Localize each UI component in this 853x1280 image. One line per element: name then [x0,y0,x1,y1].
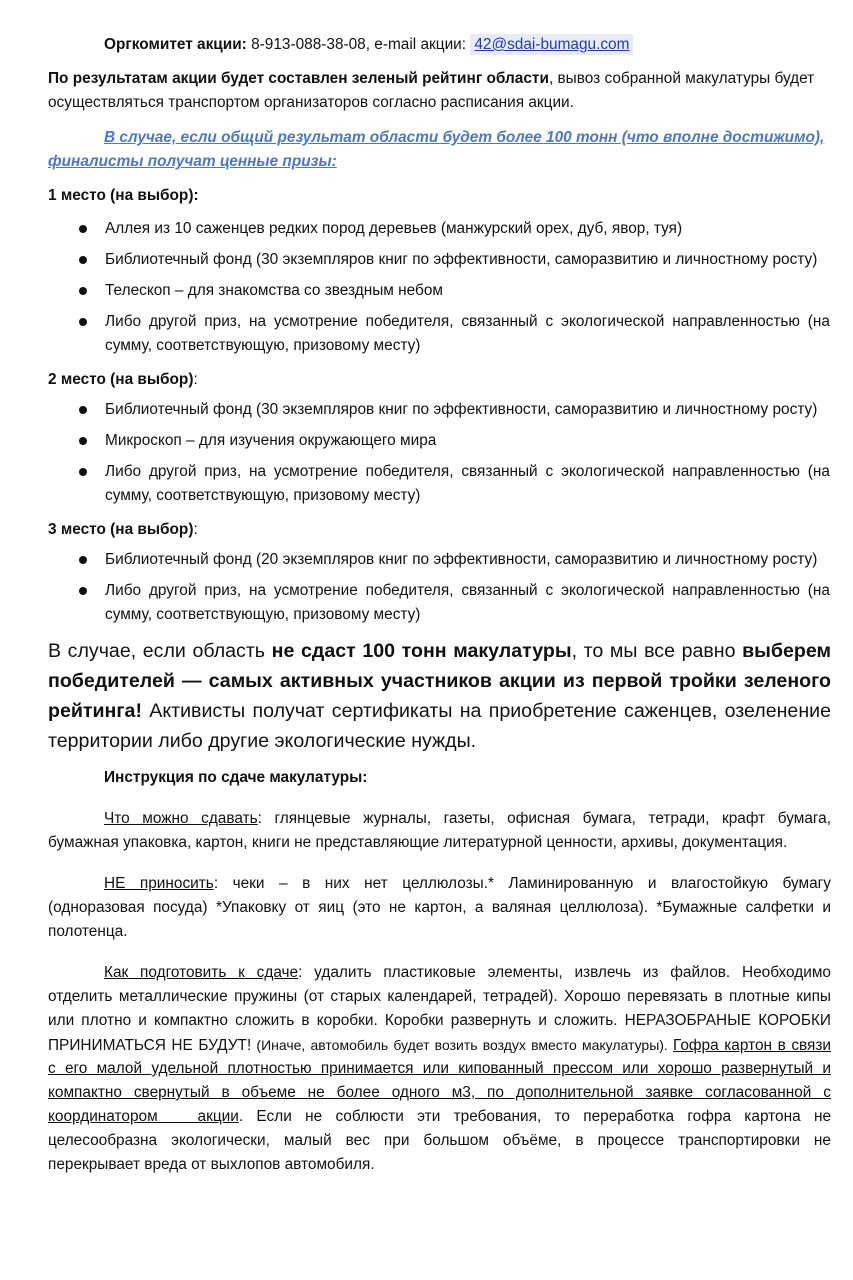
big-para-text: В случае, если область [48,640,272,662]
big-para-line-3 [48,696,831,726]
bullet-icon [79,406,87,414]
bullet-icon [79,318,87,326]
big-para-bold: победителей — самых активных участников акции из первой тройки зеленого [48,670,831,692]
results-bold: По результатам акции будет составлен зеленый рейтинг области [48,70,549,87]
bullet-icon [79,225,87,233]
place3-title-text: 3 место (на выбор) [48,521,194,538]
can-label: Что можно сдавать [104,810,258,827]
bullet-icon [79,587,87,595]
prepare-line-3: или плотно и компактно сложить в коробки. Коробки развернуть и сложить. НЕРАЗОБРАНЫЕ КОРОБКИ [48,1012,831,1029]
place1-item-1: Аллея из 10 саженцев редких пород деревьев (манжурский орех, дуб, явор, туя) [105,220,683,237]
contact-phone: 8-913-088-38-08, e-mail акции: [246,36,471,53]
big-para-line-1 [48,636,831,666]
can-line-2: бумажная упаковка, картон, книги не представляющие литературной ценности, архивы, документация. [48,834,788,851]
big-para-text: , то мы все равно [571,640,743,662]
place2-item-3-cont: сумму, соответствующую, призовому месту) [105,487,421,504]
prize-condition-line-2: финалисты получат ценные призы: [48,153,337,170]
bullet-icon [79,468,87,476]
bullet-icon [79,287,87,295]
cannot-text: : чеки – в них нет целлюлозы.* Ламинированную и влагостойкую бумагу [213,875,831,892]
can-line-1 [104,807,831,831]
place1-item-4-cont: сумму, соответствующую, призовому месту) [105,337,421,354]
prepare-line-8: целесообразна экологически, малый вес при большом объёме, в процессе транспортировки не [48,1132,831,1149]
prepare-text: ПРИНИМАТЬСЯ НЕ БУДУТ! [48,1037,252,1054]
place1-item-3: Телескоп – для знакомства со звездным небом [105,282,443,299]
results-rest: , вывоз собранной макулатуры будет [548,70,815,87]
place1-title [48,184,199,208]
bullet-icon [79,437,87,445]
big-para-line-2 [48,666,831,696]
bullet-icon [79,256,87,264]
prepare-text: : удалить пластиковые элементы, извлечь из файлов. Необходимо [298,964,831,981]
prepare-line-2: отделить металлические пружины (от старых календарей, тетрадей). Хорошо перевязать в плотные кипы [48,988,831,1005]
big-para-bold: не сдаст 100 тонн макулатуры [271,640,572,662]
prepare-label: Как подготовить к сдаче [104,964,299,981]
cannot-line-2: (одноразовая посуда) *Упаковку от яиц (это не картон, а валяная целлюлоза). *Бумажные салфетки и [48,899,831,916]
cannot-label: НЕ приносить [104,875,214,892]
cannot-line-1 [104,872,831,896]
place2-item-1: Библиотечный фонд (30 экземпляров книг по эффективности, саморазвитию и личностному росту) [105,401,818,418]
place3-item-2: Либо другой приз, на усмотрение победителя, связанный с экологической направленностью (на [105,582,830,599]
place2-title-text: 2 место (на выбор) [48,371,194,388]
place3-item-1: Библиотечный фонд (20 экземпляров книг по эффективности, саморазвитию и личностному росту) [105,551,818,568]
contact-line [104,33,633,57]
results-line-2: осуществляться транспортом организаторов согласно расписания акции. [48,94,574,111]
prepare-line-6: компактно свернутый в объеме не более одного м3, по дополнительной заявке согласованной с [48,1084,831,1101]
place3-item-2-cont: сумму, соответствующую, призовому месту) [105,606,421,623]
prepare-text: . Если не соблюсти эти требования, то переработка гофра картона не [238,1108,832,1125]
big-para-bold: рейтинга! [48,700,142,722]
place2-item-3: Либо другой приз, на усмотрение победителя, связанный с экологической направленностью (на [105,463,830,480]
prepare-underlined: координатором акции [48,1108,239,1125]
place2-colon: : [193,371,198,388]
prepare-line-4 [48,1033,831,1058]
prepare-text-small: (Иначе, автомобиль будет возить воздух вместо макулатуры). [251,1037,674,1053]
contact-label: Оргкомитет акции: [104,36,247,53]
prepare-line-9: перекрывает вреда от выхлопов автомобиля. [48,1156,375,1173]
bullet-icon [79,556,87,564]
prepare-line-7 [48,1105,831,1129]
can-text: : глянцевые журналы, газеты, офисная бумага, тетради, крафт бумага, [257,810,831,827]
results-line-1 [48,67,814,91]
instructions-heading [104,766,367,790]
cannot-line-3: полотенца. [48,923,128,940]
prepare-line-5: с его малой удельной плотностью принимается или кипованный прессом или хорошо развернутый и [48,1060,831,1077]
place2-item-2: Микроскоп – для изучения окружающего мира [105,432,437,449]
place3-title [48,518,198,542]
place1-title-text: 1 место (на выбор): [48,187,199,204]
instructions-heading-text: Инструкция по сдаче макулатуры: [104,769,368,786]
big-para-line-4: территории либо другие экологические нужды. [48,730,477,752]
prepare-underlined: Гофра картон в связи [673,1037,832,1054]
place1-item-4: Либо другой приз, на усмотрение победителя, связанный с экологической направленностью (на [105,313,830,330]
place3-colon: : [193,521,198,538]
contact-email-link[interactable]: 42@sdai-bumagu.com [470,34,633,55]
place1-item-2: Библиотечный фонд (30 экземпляров книг по эффективности, саморазвитию и личностному росту) [105,251,818,268]
big-para-bold: выберем [742,640,832,662]
prepare-line-1 [104,961,831,985]
prize-condition-line-1: В случае, если общий результат области будет более 100 тонн (что вполне достижимо), [104,129,825,146]
big-para-text: Активисты получат сертификаты на приобретение саженцев, озеленение [141,700,831,722]
place2-title [48,368,198,392]
